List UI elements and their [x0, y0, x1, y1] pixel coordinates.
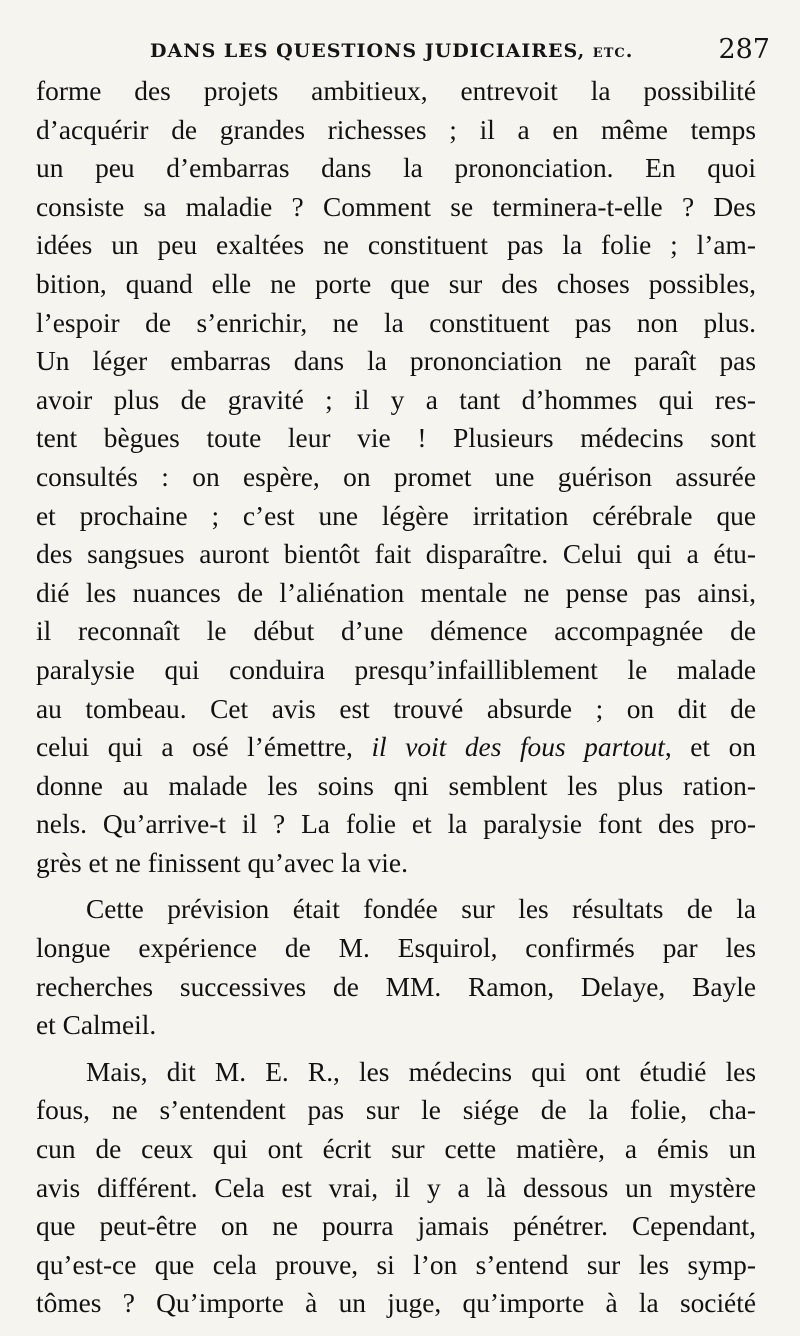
text-line: que peut-être on ne pourra jamais pénétrer. Cependant,: [36, 1211, 756, 1242]
page-body: [36, 72, 756, 1323]
text-line: donne au malade les soins qni semblent les plus ration-: [36, 770, 756, 801]
page-number: 287: [718, 34, 770, 65]
text-line: au tombeau. Cet avis est trouvé absurde ; on dit de: [36, 693, 756, 724]
text-line-with-italic: [36, 728, 756, 767]
text-line: nels. Qu’arrive-t il ? La folie et la paralysie font des pro-: [36, 809, 756, 840]
text-line: consultés : on espère, on promet une guérison assurée: [36, 461, 756, 492]
text-line: grès et ne finissent qu’avec la vie.: [36, 847, 408, 878]
text-line: des sangsues auront bientôt fait disparaître. Celui qui a étu-: [36, 539, 756, 570]
paragraph-1: [36, 72, 756, 882]
text-line: un peu d’embarras dans la prononciation. En quoi: [36, 153, 756, 184]
text-line: dié les nuances de l’aliénation mentale ne pense pas ainsi,: [36, 577, 756, 608]
paragraph-3: [36, 1053, 756, 1323]
text-line: et prochaine ; c’est une légère irritation cérébrale que: [36, 500, 756, 531]
text-line: forme des projets ambitieux, entrevoit la possibilité: [36, 76, 756, 106]
text-line: avoir plus de gravité ; il y a tant d’hommes qui res-: [36, 384, 756, 415]
italic-quote: il voit des fous partout: [371, 732, 665, 763]
text-line: cun de ceux qui ont écrit sur cette matière, a émis un: [36, 1134, 756, 1165]
text-line: Cette prévision était fondée sur les résultats de la: [86, 894, 756, 925]
text-line: paralysie qui conduira presqu’infailliblement le malade: [36, 654, 756, 685]
text-segment: , et on: [664, 732, 756, 763]
text-line: l’espoir de s’enrichir, ne la constituent pas non plus.: [36, 307, 756, 338]
text-line: fous, ne s’entendent pas sur le siége de la folie, cha-: [36, 1095, 756, 1126]
text-line: recherches successives de MM. Ramon, Delaye, Bayle: [36, 971, 756, 1002]
text-line: idées un peu exaltées ne constituent pas la folie ; l’am-: [36, 230, 756, 261]
text-line: il reconnaît le début d’une démence accompagnée de: [36, 616, 756, 647]
text-line: avis différent. Cela est vrai, il y a là dessous un mystère: [36, 1172, 756, 1203]
text-line: d’acquérir de grandes richesses ; il a en même temps: [36, 114, 756, 145]
text-line: consiste sa maladie ? Comment se terminera-t-elle ? Des: [36, 191, 756, 222]
page-header: [150, 30, 770, 70]
text-line: tômes ? Qu’importe à un juge, qu’importe à la société: [36, 1288, 756, 1319]
text-line: et Calmeil.: [36, 1010, 157, 1041]
paragraph-2: [36, 890, 756, 1044]
text-line: Mais, dit M. E. R., les médecins qui ont étudié les: [86, 1056, 756, 1087]
text-line: longue expérience de M. Esquirol, confirmés par les: [36, 933, 756, 964]
text-segment: celui qui a osé l’émettre,: [36, 732, 372, 763]
running-title: DANS LES QUESTIONS JUDICIAIRES, etc.: [150, 40, 634, 62]
text-line: Un léger embarras dans la prononciation ne paraît pas: [36, 346, 756, 377]
text-line: bition, quand elle ne porte que sur des choses possibles,: [36, 268, 756, 299]
text-line: qu’est-ce que cela prouve, si l’on s’entend sur les symp-: [36, 1249, 756, 1280]
text-line: tent bègues toute leur vie ! Plusieurs médecins sont: [36, 423, 756, 454]
